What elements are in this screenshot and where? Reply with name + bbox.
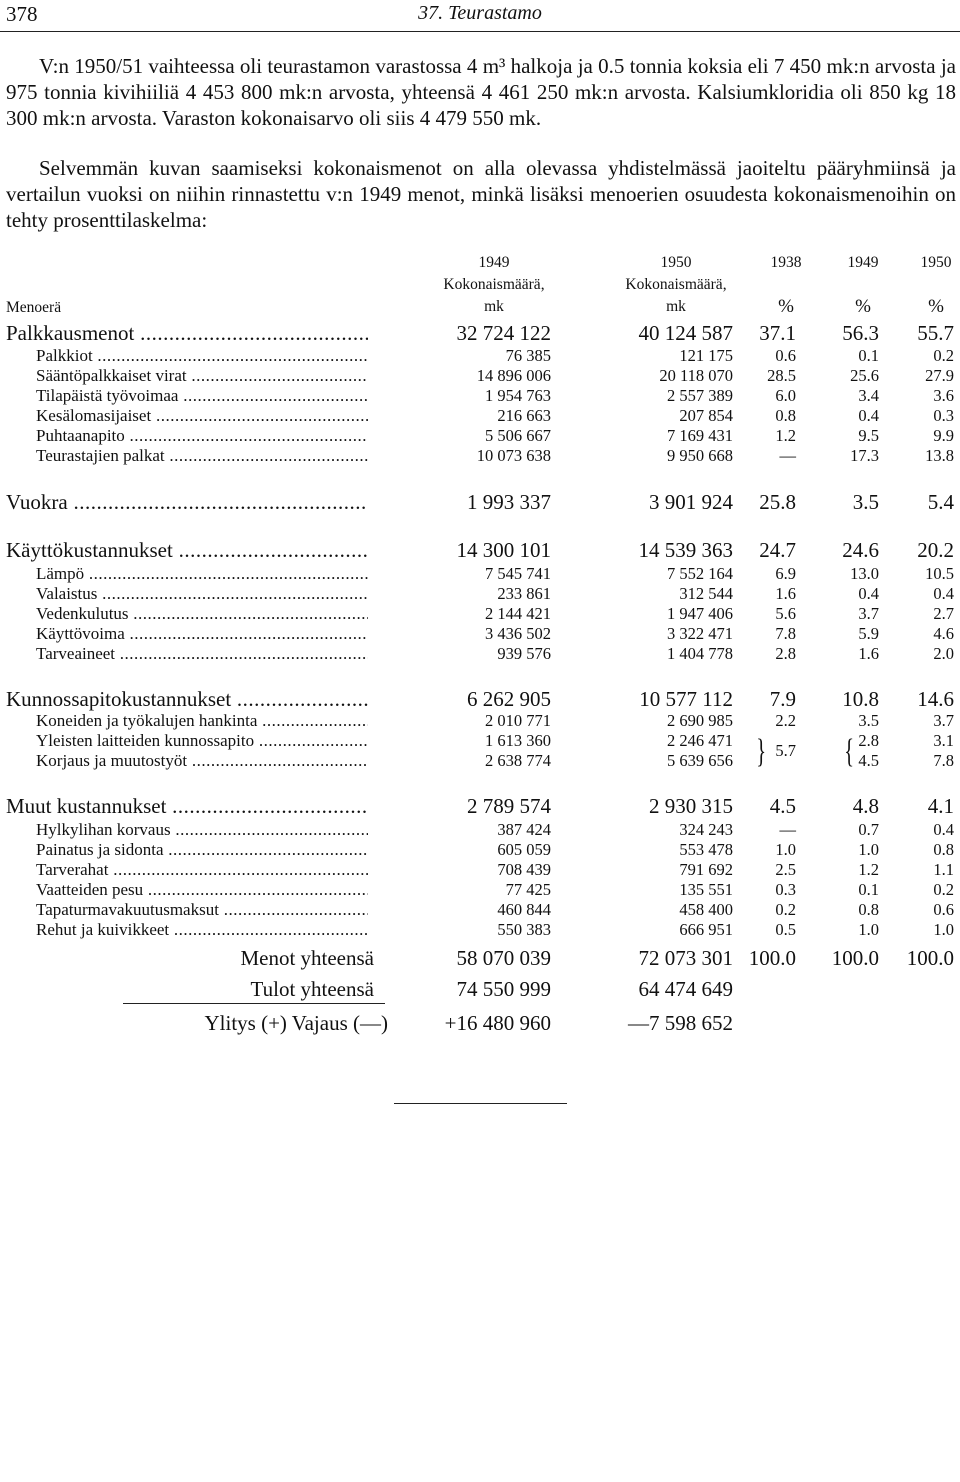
- footer-rule: [394, 1103, 567, 1104]
- cell-v1949: 605 059: [497, 840, 551, 859]
- cell-p1938: 2.8: [775, 644, 796, 663]
- cell-p1950: 0.3: [933, 406, 954, 425]
- cell-v1950: 14 539 363: [638, 538, 733, 562]
- cell-p1949: 17.3: [850, 446, 879, 465]
- cell-p1950: 27.9: [925, 366, 954, 385]
- total-label: Tulot yhteensä: [250, 977, 374, 1001]
- cell-v1949: 77 425: [505, 880, 551, 899]
- column-header-col2: Kokonaismäärä,: [625, 276, 727, 293]
- cell-p1949: 1.6: [858, 644, 879, 663]
- cell-v1950: 9 950 668: [667, 446, 733, 465]
- cell-p1938: 37.1: [759, 321, 796, 345]
- brace-left: {: [844, 733, 855, 770]
- cell-v1950: 2 557 389: [667, 386, 733, 405]
- cell-p1949: 25.6: [850, 366, 879, 385]
- header-rule: [0, 31, 960, 32]
- cell-p1938: 25.8: [759, 490, 796, 514]
- cell-v1950: 666 951: [679, 920, 733, 939]
- cell-v1950: 458 400: [679, 900, 733, 919]
- cell-p1949: 1.0: [858, 840, 879, 859]
- cell-p1949: 3.5: [852, 490, 879, 514]
- cell-p1938: 2.5: [775, 860, 796, 879]
- cell-p1949: 0.4: [858, 584, 879, 603]
- category-label: Palkkausmenot .....: [6, 320, 368, 346]
- cell-p1938: —: [779, 820, 796, 839]
- cell-v1949: 939 576: [497, 644, 551, 663]
- cell-p1938: 24.7: [759, 538, 796, 562]
- paragraph-summary-intro: Selvemmän kuvan saamiseksi kokonaismenot on alla olevassa yhdistelmässä jaoiteltu pääryhmiinsä ja vertailun vuoksi on niihin rinnastettu v:n 1949 menot, minkä lisäksi menoerien osuudesta kokonaismenoihin on tehty prosenttilaskelma:: [6, 156, 956, 232]
- cell-p1950: 1.0: [933, 920, 954, 939]
- cell-p1950: 2.7: [933, 604, 954, 623]
- cell-p1938: 7.9: [769, 687, 796, 711]
- cell-p1938: 0.2: [775, 900, 796, 919]
- page-number: 378: [6, 2, 38, 26]
- cell-p1949: 9.5: [858, 426, 879, 445]
- total-v1949: 74 550 999: [456, 977, 551, 1001]
- column-header-p1938: %: [778, 296, 794, 317]
- cell-v1950: 10 577 112: [639, 687, 733, 711]
- menoera-header: Menoerä: [6, 299, 62, 316]
- item-label: Kesälomasijaiset .....: [36, 406, 368, 426]
- cell-v1950: 40 124 587: [638, 321, 733, 345]
- cell-v1949: 7 545 741: [485, 564, 551, 583]
- category-label: Käyttökustannukset .....: [6, 537, 368, 563]
- cell-v1950: 553 478: [679, 840, 733, 859]
- total-v1950: —7 598 652: [628, 1011, 733, 1035]
- cell-v1950: 1 404 778: [667, 644, 733, 663]
- item-label: Palkkiot .....: [36, 346, 368, 366]
- cell-v1949: 5 506 667: [485, 426, 551, 445]
- cell-v1950: 1 947 406: [667, 604, 733, 623]
- cell-p1949: 10.8: [842, 687, 879, 711]
- cell-v1949: 14 300 101: [456, 538, 551, 562]
- cell-v1949: 460 844: [497, 900, 551, 919]
- item-label: Tarveaineet .....: [36, 644, 368, 664]
- cell-p1938-merged: 5.7: [775, 741, 796, 760]
- cell-p1938: 1.2: [775, 426, 796, 445]
- cell-p1950: 20.2: [917, 538, 954, 562]
- item-label: Vaatteiden pesu .....: [36, 880, 368, 900]
- cell-p1950: 9.9: [933, 426, 954, 445]
- cell-v1950: 7 169 431: [667, 426, 733, 445]
- cell-p1938: 5.6: [775, 604, 796, 623]
- cell-p1938: 6.0: [775, 386, 796, 405]
- running-head: 37. Teurastamo: [418, 2, 542, 24]
- cell-v1950: 791 692: [679, 860, 733, 879]
- cell-v1949: 2 144 421: [485, 604, 551, 623]
- item-label: Puhtaanapito .....: [36, 426, 368, 446]
- cell-v1949: 387 424: [497, 820, 551, 839]
- cell-v1949: 2 789 574: [467, 794, 551, 818]
- cell-v1949: 233 861: [497, 584, 551, 603]
- cell-p1949: 2.8: [858, 731, 879, 750]
- cell-p1949: 4.5: [858, 751, 879, 770]
- cell-p1949: 0.1: [858, 346, 879, 365]
- cell-p1950: 0.2: [933, 346, 954, 365]
- total-v1950: 72 073 301: [638, 946, 733, 970]
- cell-p1950: 0.4: [933, 584, 954, 603]
- total-v1949: 58 070 039: [456, 946, 551, 970]
- cell-v1950: 312 544: [679, 584, 733, 603]
- cell-p1950: 3.1: [933, 731, 954, 750]
- item-label: Tilapäistä työvoimaa .....: [36, 386, 368, 406]
- item-label: Teurastajien palkat .....: [36, 446, 368, 466]
- cell-v1949: 76 385: [505, 346, 551, 365]
- cell-p1938: 1.6: [775, 584, 796, 603]
- cell-p1950: 10.5: [925, 564, 954, 583]
- total-v1950: 64 474 649: [638, 977, 733, 1001]
- cell-p1938: 4.5: [769, 794, 796, 818]
- cell-p1949: 5.9: [858, 624, 879, 643]
- cell-v1949: 1 993 337: [467, 490, 551, 514]
- cell-p1938: 6.9: [775, 564, 796, 583]
- category-label: Muut kustannukset .....: [6, 793, 368, 819]
- cell-v1950: 2 690 985: [667, 711, 733, 730]
- item-label: Painatus ja sidonta .....: [36, 840, 368, 860]
- cell-p1949: 3.5: [858, 711, 879, 730]
- cell-v1949: 708 439: [497, 860, 551, 879]
- cell-p1949: 0.7: [858, 820, 879, 839]
- column-header-p1949: %: [855, 296, 871, 317]
- cell-p1950: 7.8: [933, 751, 954, 770]
- cell-p1950: 5.4: [927, 490, 954, 514]
- cell-v1950: 2 246 471: [667, 731, 733, 750]
- cell-v1949: 32 724 122: [456, 321, 551, 345]
- item-label: Hylkylihan korvaus .....: [36, 820, 368, 840]
- total-p1949: 100.0: [831, 946, 879, 970]
- cell-v1949: 1 613 360: [485, 731, 551, 750]
- cell-p1950: 13.8: [925, 446, 954, 465]
- column-header-col2: mk: [666, 298, 686, 315]
- cell-p1950: 3.7: [933, 711, 954, 730]
- column-header-p1950: 1950: [920, 254, 952, 271]
- item-label: Koneiden ja työkalujen hankinta .....: [36, 711, 368, 731]
- cell-p1950: 4.6: [933, 624, 954, 643]
- item-label: Tapaturmavakuutusmaksut .....: [36, 900, 368, 920]
- cell-v1949: 2 010 771: [485, 711, 551, 730]
- cell-v1950: 3 322 471: [667, 624, 733, 643]
- cell-v1949: 14 896 006: [476, 366, 551, 385]
- cell-v1950: 207 854: [679, 406, 733, 425]
- item-label: Korjaus ja muutostyöt .....: [36, 751, 368, 771]
- cell-p1950: 1.1: [933, 860, 954, 879]
- cell-v1949: 2 638 774: [485, 751, 551, 770]
- cell-p1949: 3.7: [858, 604, 879, 623]
- cell-p1949: 1.2: [858, 860, 879, 879]
- cell-v1949: 1 954 763: [485, 386, 551, 405]
- cell-v1949: 3 436 502: [485, 624, 551, 643]
- totals-rule: [123, 1003, 385, 1004]
- cell-p1938: 28.5: [767, 366, 796, 385]
- cell-p1938: 0.3: [775, 880, 796, 899]
- column-header-p1950: %: [928, 296, 944, 317]
- item-label: Käyttövoima .....: [36, 624, 368, 644]
- cell-p1949: 1.0: [858, 920, 879, 939]
- cell-p1950: 0.6: [933, 900, 954, 919]
- cell-p1938: 0.8: [775, 406, 796, 425]
- cell-p1949: 3.4: [858, 386, 879, 405]
- cell-p1950: 55.7: [917, 321, 954, 345]
- cell-p1949: 4.8: [852, 794, 879, 818]
- column-header-col1: 1949: [478, 254, 510, 271]
- cell-v1950: 5 639 656: [667, 751, 733, 770]
- cell-p1950: 3.6: [933, 386, 954, 405]
- cell-p1949: 13.0: [850, 564, 879, 583]
- cell-v1949: 10 073 638: [476, 446, 551, 465]
- cell-p1950: 0.8: [933, 840, 954, 859]
- item-label: Yleisten laitteiden kunnossapito .....: [36, 731, 368, 751]
- column-header-col1: Kokonaismäärä,: [443, 276, 545, 293]
- cell-v1949: 6 262 905: [467, 687, 551, 711]
- cell-p1938: 2.2: [775, 711, 796, 730]
- cell-v1950: 7 552 164: [667, 564, 733, 583]
- item-label: Valaistus .....: [36, 584, 368, 604]
- cell-v1950: 3 901 924: [649, 490, 733, 514]
- cell-p1950: 14.6: [917, 687, 954, 711]
- cell-p1949: 56.3: [842, 321, 879, 345]
- brace-right: }: [756, 733, 767, 770]
- cell-p1949: 24.6: [842, 538, 879, 562]
- column-header-p1949: 1949: [847, 254, 879, 271]
- cell-p1950: 0.4: [933, 820, 954, 839]
- cell-p1938: 0.6: [775, 346, 796, 365]
- cell-v1950: 121 175: [679, 346, 733, 365]
- cell-p1949: 0.4: [858, 406, 879, 425]
- cell-v1950: 20 118 070: [659, 366, 733, 385]
- cell-p1949: 0.1: [858, 880, 879, 899]
- cell-p1938: 7.8: [775, 624, 796, 643]
- cell-p1950: 4.1: [927, 794, 954, 818]
- cell-v1950: 2 930 315: [649, 794, 733, 818]
- cell-p1938: 1.0: [775, 840, 796, 859]
- item-label: Tarverahat .....: [36, 860, 368, 880]
- item-label: Vedenkulutus .....: [36, 604, 368, 624]
- column-header-p1938: 1938: [770, 254, 802, 271]
- item-label: Rehut ja kuivikkeet .....: [36, 920, 368, 940]
- cell-v1949: 216 663: [497, 406, 551, 425]
- total-p1938: 100.0: [748, 946, 796, 970]
- cell-p1938: 0.5: [775, 920, 796, 939]
- paragraph-inventory: V:n 1950/51 vaihteessa oli teurastamon varastossa 4 m³ halkoja ja 0.5 tonnia koksia eli 7 450 mk:n arvosta ja 975 tonnia kivihiiliä 4 453 800 mk:n arvosta, yhteensä 4 461 250 mk:n arvosta. Kalsiumkloridia oli 850 kg 18 300 mk:n arvosta. Varaston kokonaisarvo oli siis 4 479 550 mk.: [6, 54, 956, 130]
- cell-p1950: 2.0: [933, 644, 954, 663]
- cell-v1950: 324 243: [679, 820, 733, 839]
- total-p1950: 100.0: [906, 946, 954, 970]
- category-label: Kunnossapitokustannukset .....: [6, 686, 368, 712]
- total-v1949: +16 480 960: [444, 1011, 551, 1035]
- cell-p1949: 0.8: [858, 900, 879, 919]
- item-label: Lämpö .....: [36, 564, 368, 584]
- cell-v1949: 550 383: [497, 920, 551, 939]
- column-header-col2: 1950: [660, 254, 692, 271]
- category-label: Vuokra .....: [6, 489, 368, 515]
- cell-p1938: —: [779, 446, 796, 465]
- cell-p1950: 0.2: [933, 880, 954, 899]
- total-label: Ylitys (+) Vajaus (—): [204, 1011, 388, 1035]
- total-label: Menot yhteensä: [240, 946, 374, 970]
- column-header-col1: mk: [484, 298, 504, 315]
- item-label: Sääntöpalkkaiset virat .....: [36, 366, 368, 386]
- cell-v1950: 135 551: [679, 880, 733, 899]
